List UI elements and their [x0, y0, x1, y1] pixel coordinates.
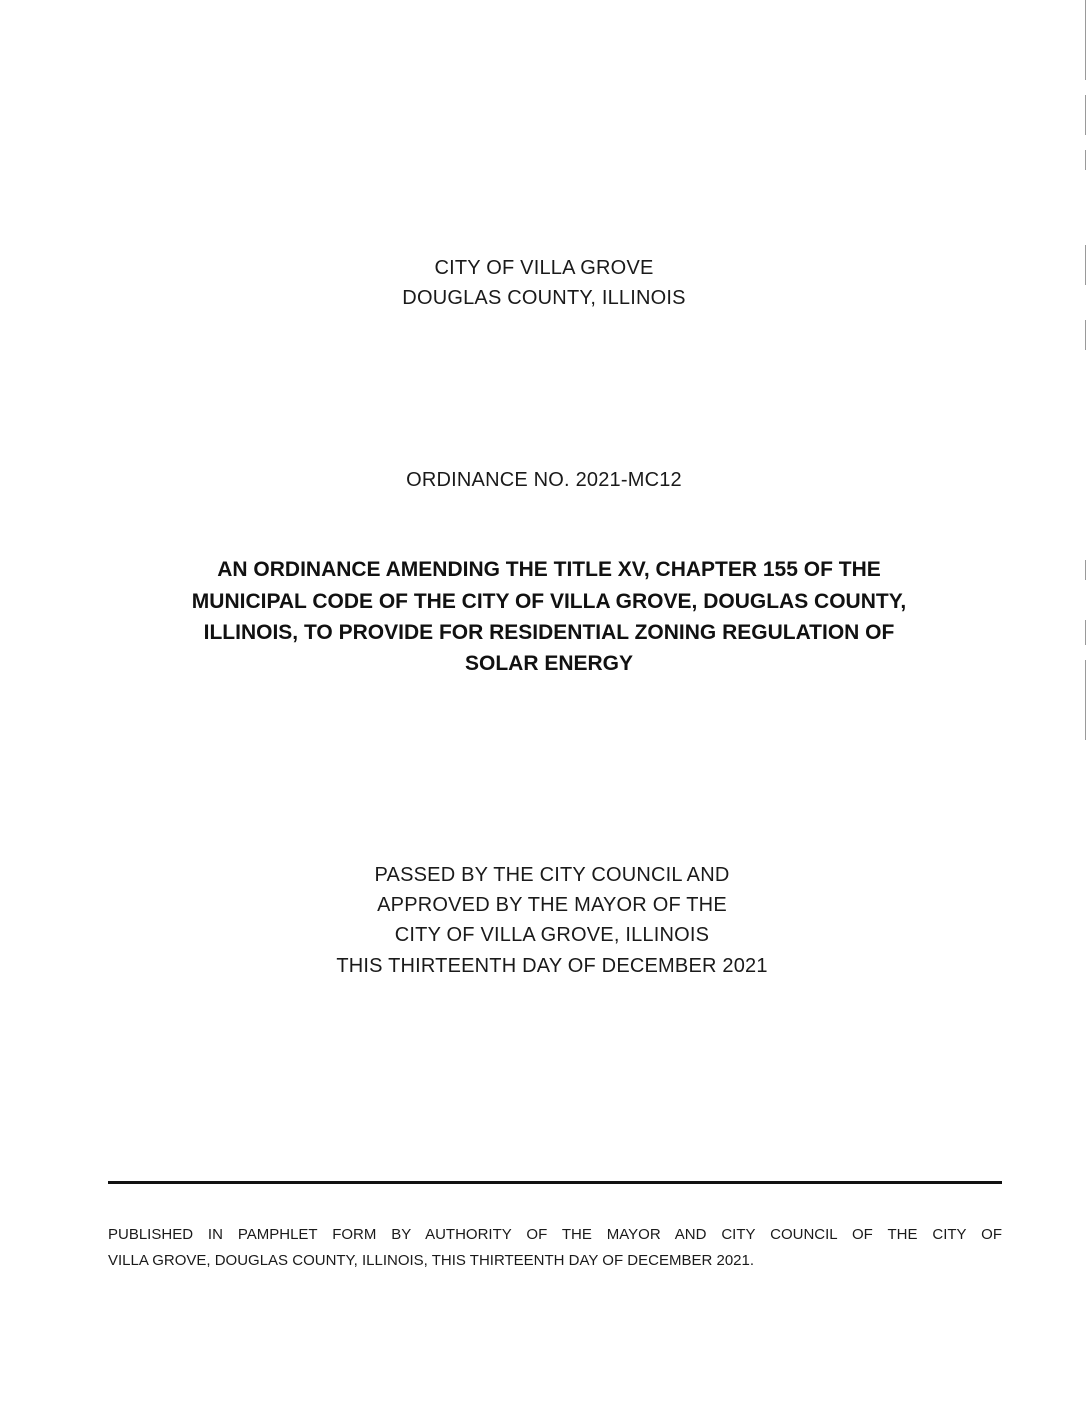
title-line-4: SOLAR ENERGY	[464, 652, 634, 675]
title-line-1: AN ORDINANCE AMENDING THE TITLE XV, CHAPTER 155 OF THE	[217, 558, 881, 581]
ordinance-number: ORDINANCE NO. 2021-MC12	[406, 469, 682, 491]
passage-line-4: THIS THIRTEENTH DAY OF DECEMBER 2021	[336, 955, 768, 977]
passage-line-3: CITY OF VILLA GROVE, ILLINOIS	[394, 924, 710, 946]
city-name: CITY OF VILLA GROVE	[434, 257, 654, 279]
title-line-2: MUNICIPAL CODE OF THE CITY OF VILLA GROVE, DOUGLAS COUNTY,	[191, 590, 907, 613]
horizontal-rule	[108, 1181, 1002, 1184]
county-name: DOUGLAS COUNTY, ILLINOIS	[402, 287, 686, 309]
publication-line-1: PUBLISHED IN PAMPHLET FORM BY AUTHORITY OF THE MAYOR AND CITY COUNCIL OF THE CITY OF	[108, 1226, 1002, 1243]
title-line-3: ILLINOIS, TO PROVIDE FOR RESIDENTIAL ZONING REGULATION OF	[203, 621, 895, 644]
passage-line-2: APPROVED BY THE MAYOR OF THE	[377, 894, 727, 916]
passage-line-1: PASSED BY THE CITY COUNCIL AND	[374, 864, 730, 886]
publication-line-2: VILLA GROVE, DOUGLAS COUNTY, ILLINOIS, THIS THIRTEENTH DAY OF DECEMBER 2021.	[108, 1252, 755, 1269]
scan-edge-marks	[1076, 0, 1088, 760]
